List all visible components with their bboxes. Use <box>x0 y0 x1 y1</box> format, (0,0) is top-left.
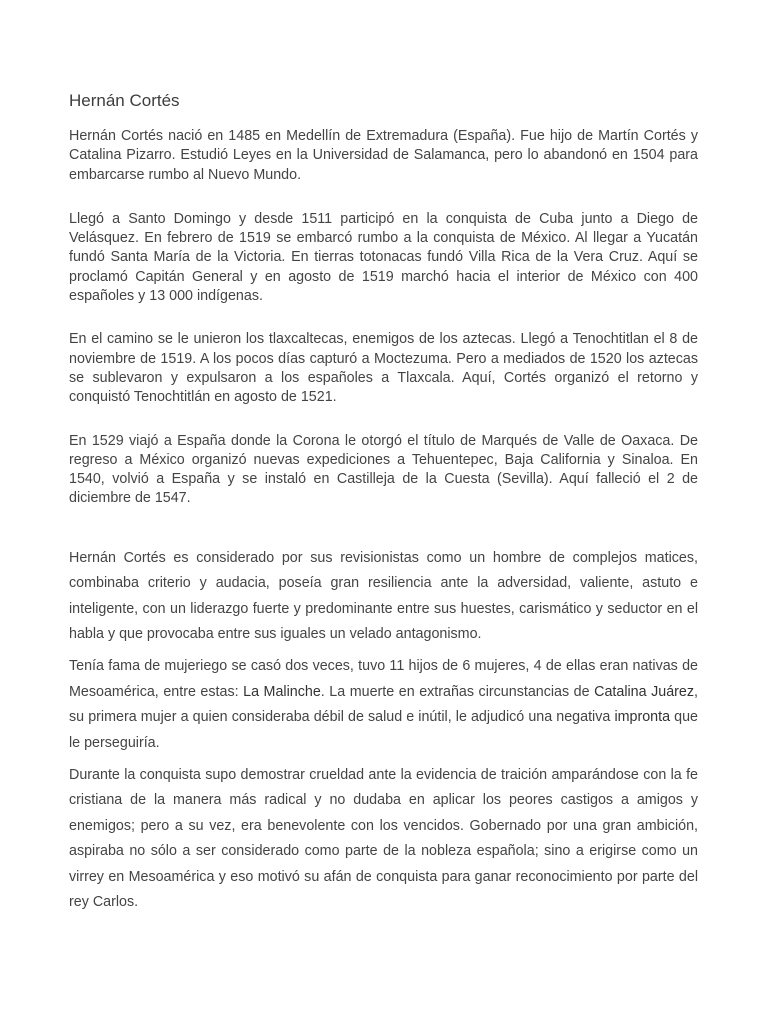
family-text-2: . La muerte en extrañas circunstancias de <box>320 683 595 700</box>
document-title: Hernán Cortés <box>69 91 180 110</box>
paragraph-conquest-ambition: Durante la conquista supo demostrar crueldad ante la evidencia de traición amparándose con la fe cristiana de la manera más radical y no dudaba en aplicar los peores castigos a amigos y enemigos; pero a su vez, era benevolente con los vencidos. Gobernado por una gran ambición, aspiraba no sólo a ser considerado como parte de la nobleza española; sino a erigirse como un virrey en Mesoamérica y eso motivó su afán de conquista para ganar reconocimiento por parte del rey Carlos. <box>69 767 698 911</box>
family-text-1: Tenía fama de mujeriego se casó dos veces, tuvo 11 hijos de 6 mujeres, 4 de ellas eran nativas de Mesoamérica, entre estas: <box>69 658 698 700</box>
paragraph-character: Hernán Cortés es considerado por sus revisionistas como un hombre de complejos matices, combinaba criterio y audacia, poseía gran resiliencia ante la adversidad, valiente, astuto e inteligente, con un liderazgo fuerte y predominante entre sus huestes, carismático y seductor en el habla y que provocaba entre sus iguales un velado antagonismo. <box>69 549 698 642</box>
paragraph-family <box>69 654 698 756</box>
paragraph-birth: Hernán Cortés nació en 1485 en Medellín de Extremadura (España). Fue hijo de Martín Cortés y Catalina Pizarro. Estudió Leyes en la Universidad de Salamanca, pero lo abandonó en 1504 para embarcarse rumbo al Nuevo Mundo. <box>69 128 698 183</box>
link-catalina-juarez[interactable]: Catalina Juárez <box>594 683 695 700</box>
family-text-3: , su primera mujer a quien consideraba débil de salud e inútil, le adjudicó una negativa <box>69 683 699 726</box>
link-impronta[interactable]: impronta <box>614 709 671 726</box>
paragraph-cuba-mexico: Llegó a Santo Domingo y desde 1511 participó en la conquista de Cuba junto a Diego de Velásquez. En febrero de 1519 se embarcó rumbo a la conquista de México. Al llegar a Yucatán fundó Santa María de la Victoria. En tierras totonacas fundó Villa Rica de la Vera Cruz. Aquí se proclamó Capitán General y en agosto de 1519 marchó hacia el interior de México con 400 españoles y 13 000 indígenas. <box>69 210 698 305</box>
document-body <box>69 88 698 915</box>
family-text-4: que le perseguiría. <box>69 709 699 751</box>
paragraph-later-life: En 1529 viajó a España donde la Corona le otorgó el título de Marqués de Valle de Oaxaca. De regreso a México organizó nuevas expediciones a Tehuentepec, Baja California y Sinaloa. En 1540, volvió a España y se instaló en Castilleja de la Cuesta (Sevilla). Aquí falleció el 2 de diciembre de 1547. <box>69 432 698 507</box>
link-la-malinche[interactable]: La Malinche <box>243 683 321 700</box>
paragraph-tenochtitlan: En el camino se le unieron los tlaxcaltecas, enemigos de los aztecas. Llegó a Tenochtitlan el 8 de noviembre de 1519. A los pocos días capturó a Moctezuma. Pero a mediados de 1520 los aztecas se sublevaron y expulsaron a los españoles a Tlaxcala. Aquí, Cortés organizó el retorno y conquistó Tenochtitlán en agosto de 1521. <box>69 331 698 406</box>
